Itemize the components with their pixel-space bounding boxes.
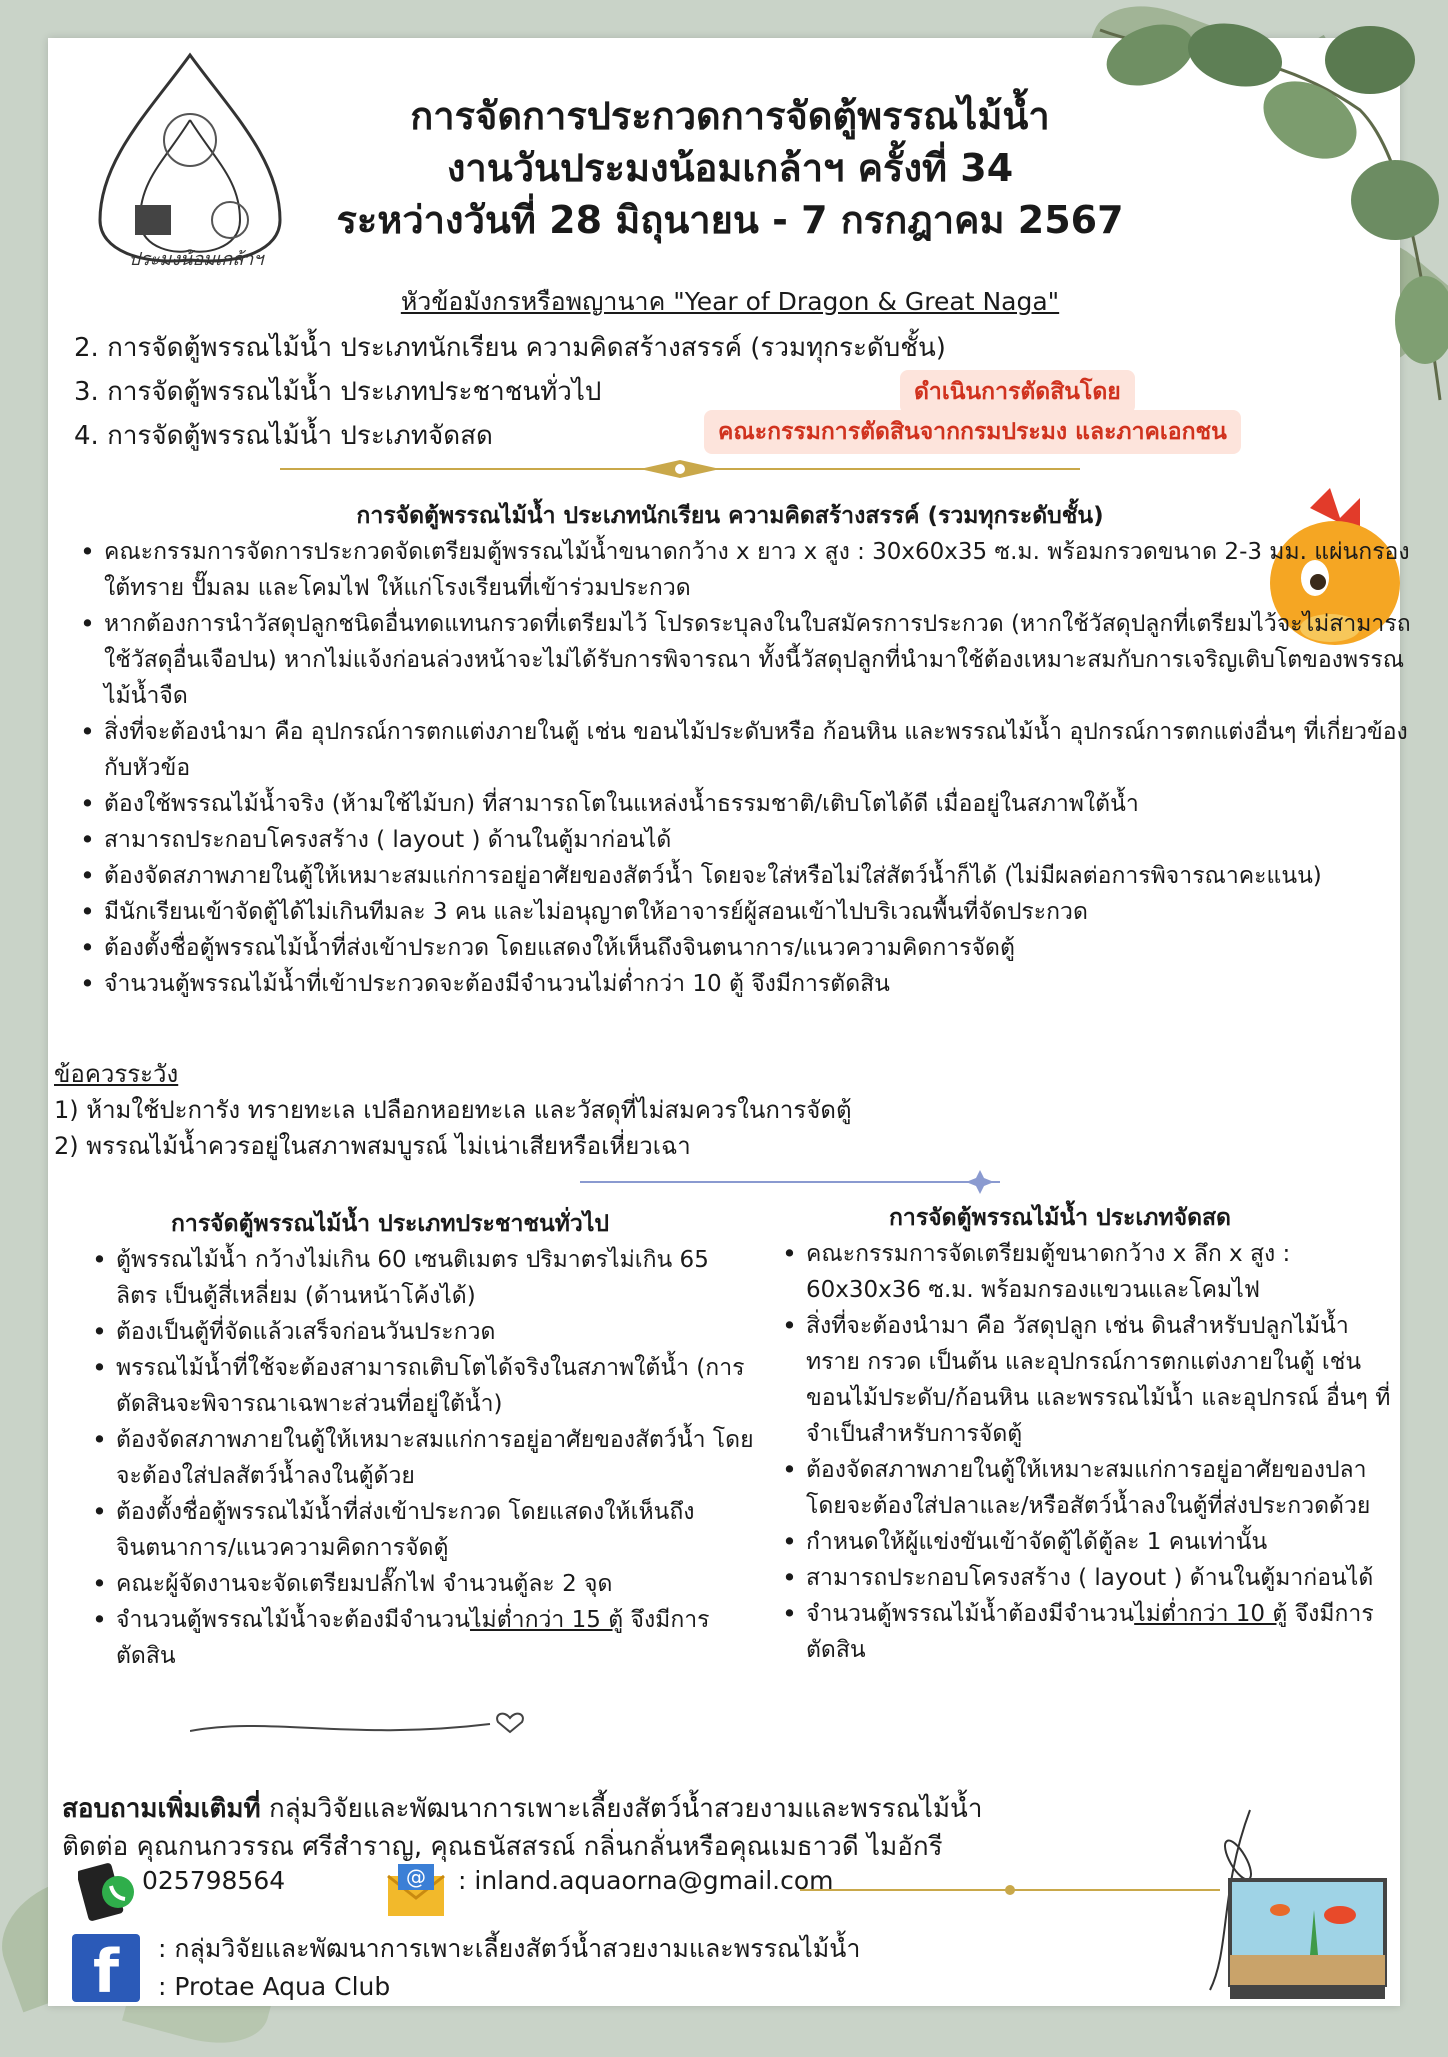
caution-item: 2) พรรณไม้น้ำควรอยู่ในสภาพสมบูรณ์ ไม่เน่าเสียหรือเหี่ยวเฉา [54, 1132, 691, 1160]
contact-people: ติดต่อ คุณกนกวรรณ ศรีสำราญ, คุณธนัสสรณ์ กลิ่นกลั่นหรือคุณเมธาวดี ไมอักรี [62, 1832, 943, 1862]
list-item: • หากต้องการนำวัสดุปลูกชนิดอื่นทดแทนกรวดที่เตรียมไว้ โปรดระบุลงในใบสมัครการประกวด (หากใช้วัสดุปลูกที่เตรียมไว้จะไม่สามารถใช้วัสดุอื่นเจือปน) หากไม่แจ้งก่อนล่วงหน้าจะไม่ได้รับการพิจารณา ทั้งนี้วัสดุปลูกที่นำมาใช้ต้องเหมาะสมกับการเจริญเติบโตของพรรณไม้น้ำจืด [104, 606, 1424, 714]
public-min-count: ไม่ต่ำกว่า 15 ตู้ [469, 1607, 624, 1633]
list-item: • ต้องใช้พรรณไม้น้ำจริง (ห้ามใช้ไม้บก) ที่สามารถโตในแหล่งน้ำธรรมชาติ/เติบโตได้ดี เมื่ออยู่ในสภาพใต้น้ำ [104, 786, 1424, 822]
category-item: 2. การจัดตู้พรรณไม้น้ำ ประเภทนักเรียน ความคิดสร้างสรรค์ (รวมทุกระดับชั้น) [74, 333, 946, 363]
judging-badge-line-1: ดำเนินการตัดสินโดย [900, 370, 1135, 414]
public-min-prefix: จำนวนตู้พรรณไม้น้ำจะต้องมีจำนวน [116, 1607, 470, 1633]
phone-icon [78, 1862, 148, 1922]
cautions-block [54, 1056, 852, 1164]
live-section-title: การจัดตู้พรรณไม้น้ำ ประเภทจัดสด [888, 1205, 1231, 1231]
live-rules-list [780, 1236, 1396, 1668]
gold-line-divider-icon [800, 1882, 1220, 1898]
facebook-pages [158, 1930, 860, 2006]
title-line-1: การจัดการประกวดการจัดตู้พรรณไม้น้ำ [410, 94, 1050, 138]
facebook-page-1[interactable]: : กลุ่มวิจัยและพัฒนาการเพาะเลี้ยงสัตว์น้ำสวยงามและพรรณไม้น้ำ [158, 1934, 861, 1963]
list-item: • สิ่งที่จะต้องนำมา คือ อุปกรณ์การตกแต่งภายในตู้ เช่น ขอนไม้ประดับหรือ ก้อนหิน และพรรณไม้น้ำ อุปกรณ์การตกแต่งอื่นๆ ที่เกี่ยวข้องกับหัวข้อ [104, 714, 1424, 786]
list-item: • สามารถประกอบโครงสร้าง ( layout ) ด้านในตู้มาก่อนได้ [104, 822, 1424, 858]
contact-block [62, 1790, 982, 1866]
list-item: • พรรณไม้น้ำที่ใช้จะต้องสามารถเติบโตได้จริงในสภาพใต้น้ำ (การตัดสินจะพิจารณาเฉพาะส่วนที่อยู่ใต้น้ำ) [116, 1350, 756, 1422]
contact-org: กลุ่มวิจัยและพัฒนาการเพาะเลี้ยงสัตว์น้ำสวยงามและพรรณไม้น้ำ [260, 1794, 983, 1824]
title-line-2: งานวันประมงน้อมเกล้าฯ ครั้งที่ 34 [446, 146, 1014, 190]
facebook-icon: f [72, 1934, 140, 2002]
list-item: • ต้องจัดสภาพภายในตู้ให้เหมาะสมแก่การอยู่อาศัยของสัตว์น้ำ โดยจะใส่หรือไม่ใส่สัตว์น้ำก็ได้ (ไม่มีผลต่อการพิจารณาคะแนน) [104, 858, 1424, 894]
list-item: • มีนักเรียนเข้าจัดตู้ได้ไม่เกินทีมละ 3 คน และไม่อนุญาตให้อาจารย์ผู้สอนเข้าไปบริเวณพื้นที่จัดประกวด [104, 894, 1424, 930]
contact-email[interactable]: : inland.aquaorna@gmail.com [458, 1866, 834, 1895]
list-item: • คณะกรรมการจัดเตรียมตู้ขนาดกว้าง x ลึก x สูง : 60x30x36 ซ.ม. พร้อมกรองแขวนและโคมไฟ [806, 1236, 1396, 1308]
list-item: • ต้องตั้งชื่อตู้พรรณไม้น้ำที่ส่งเข้าประกวด โดยแสดงให้เห็นถึงจินตนาการ/แนวความคิดการจัดตู้ [116, 1494, 756, 1566]
list-item: • จำนวนตู้พรรณไม้น้ำที่เข้าประกวดจะต้องมีจำนวนไม่ต่ำกว่า 10 ตู้ จึงมีการตัดสิน [104, 966, 1424, 1002]
list-item: • ต้องตั้งชื่อตู้พรรณไม้น้ำที่ส่งเข้าประกวด โดยแสดงให้เห็นถึงจินตนาการ/แนวความคิดการจัดตู้ [104, 930, 1424, 966]
title-line-3: ระหว่างวันที่ 28 มิถุนายน - 7 กรกฎาคม 2567 [336, 198, 1124, 242]
aquarium-illustration-icon [1190, 1800, 1390, 2006]
contact-label: สอบถามเพิ่มเติมที่ [62, 1794, 261, 1824]
student-section-title: การจัดตู้พรรณไม้น้ำ ประเภทนักเรียน ความคิดสร้างสรรค์ (รวมทุกระดับชั้น) [356, 503, 1104, 529]
list-item [806, 1596, 1396, 1668]
public-min-suffix: จึงมีการตัดสิน [116, 1607, 710, 1669]
category-item: 3. การจัดตู้พรรณไม้น้ำ ประเภทประชาชนทั่วไป [74, 377, 602, 407]
list-item: • สามารถประกอบโครงสร้าง ( layout ) ด้านในตู้มาก่อนได้ [806, 1560, 1396, 1596]
live-min-suffix: จึงมีการตัดสิน [806, 1601, 1374, 1663]
live-min-prefix: จำนวนตู้พรรณไม้น้ำต้องมีจำนวน [806, 1601, 1135, 1627]
topic-heading: หัวข้อมังกรหรือพญานาค "Year of Dragon & Great Naga" [400, 287, 1060, 316]
live-min-count: ไม่ต่ำกว่า 10 ตู้ [1134, 1601, 1288, 1627]
contact-phone[interactable]: 025798564 [142, 1866, 286, 1895]
email-icon [386, 1862, 446, 1918]
judging-badge-line-2: คณะกรรมการตัดสินจากกรมประมง และภาคเอกชน [704, 410, 1241, 454]
list-item: • คณะผู้จัดงานจะจัดเตรียมปลั๊กไฟ จำนวนตู้ละ 2 จุด [116, 1566, 756, 1602]
list-item: • ต้องเป็นตู้ที่จัดแล้วเสร็จก่อนวันประกวด [116, 1314, 756, 1350]
heart-swirl-divider-icon [190, 1706, 550, 1746]
public-section-title: การจัดตู้พรรณไม้น้ำ ประเภทประชาชนทั่วไป [170, 1211, 610, 1237]
public-rules-list [90, 1242, 756, 1674]
caution-item: 1) ห้ามใช้ปะการัง ทรายทะเล เปลือกหอยทะเล และวัสดุที่ไม่สมควรในการจัดตู้ [54, 1096, 852, 1124]
svg-text:@: @ [406, 1865, 426, 1889]
list-item: • ตู้พรรณไม้น้ำ กว้างไม่เกิน 60 เซนติเมตร ปริมาตรไม่เกิน 65 ลิตร เป็นตู้สี่เหลี่ยม (ด้านหน้าโค้งได้) [116, 1242, 756, 1314]
list-item: • ต้องจัดสภาพภายในตู้ให้เหมาะสมแก่การอยู่อาศัยของปลา โดยจะต้องใส่ปลาและ/หรือสัตว์น้ำลงในตู้ที่ส่งประกวดด้วย [806, 1452, 1396, 1524]
category-item: 4. การจัดตู้พรรณไม้น้ำ ประเภทจัดสด [74, 421, 493, 451]
list-item: • คณะกรรมการจัดการประกวดจัดเตรียมตู้พรรณไม้น้ำขนาดกว้าง x ยาว x สูง : 30x60x35 ซ.ม. พร้อมกรวดขนาด 2-3 มม. แผ่นกรองใต้ทราย ปั๊มลม และโคมไฟ ให้แก่โรงเรียนที่เข้าร่วมประกวด [104, 534, 1424, 606]
facebook-page-2[interactable]: : Protae Aqua Club [158, 1972, 391, 2001]
list-item: • สิ่งที่จะต้องนำมา คือ วัสดุปลูก เช่น ดินสำหรับปลูกไม้น้ำ ทราย กรวด เป็นต้น และอุปกรณ์การตกแต่งภายในตู้ เช่น ขอนไม้ประดับ/ก้อนหิน และพรรณไม้น้ำ และอุปกรณ์ อื่นๆ ที่จำเป็นสำหรับการจัดตู้ [806, 1308, 1396, 1452]
list-item: • กำหนดให้ผู้แข่งขันเข้าจัดตู้ได้ตู้ละ 1 คนเท่านั้น [806, 1524, 1396, 1560]
student-rules-list [78, 534, 1424, 1002]
logo-caption: ประมงน้อมเกล้าฯ [128, 249, 264, 270]
list-item: • ต้องจัดสภาพภายในตู้ให้เหมาะสมแก่การอยู่อาศัยของสัตว์น้ำ โดยจะต้องใส่ปลสัตว์น้ำลงในตู้ด้วย [116, 1422, 756, 1494]
poster-title [280, 90, 1180, 246]
star-divider-icon [580, 1170, 1000, 1194]
ornament-divider-icon [280, 458, 1080, 480]
list-item [116, 1602, 756, 1674]
cautions-heading: ข้อควรระวัง [54, 1060, 179, 1088]
